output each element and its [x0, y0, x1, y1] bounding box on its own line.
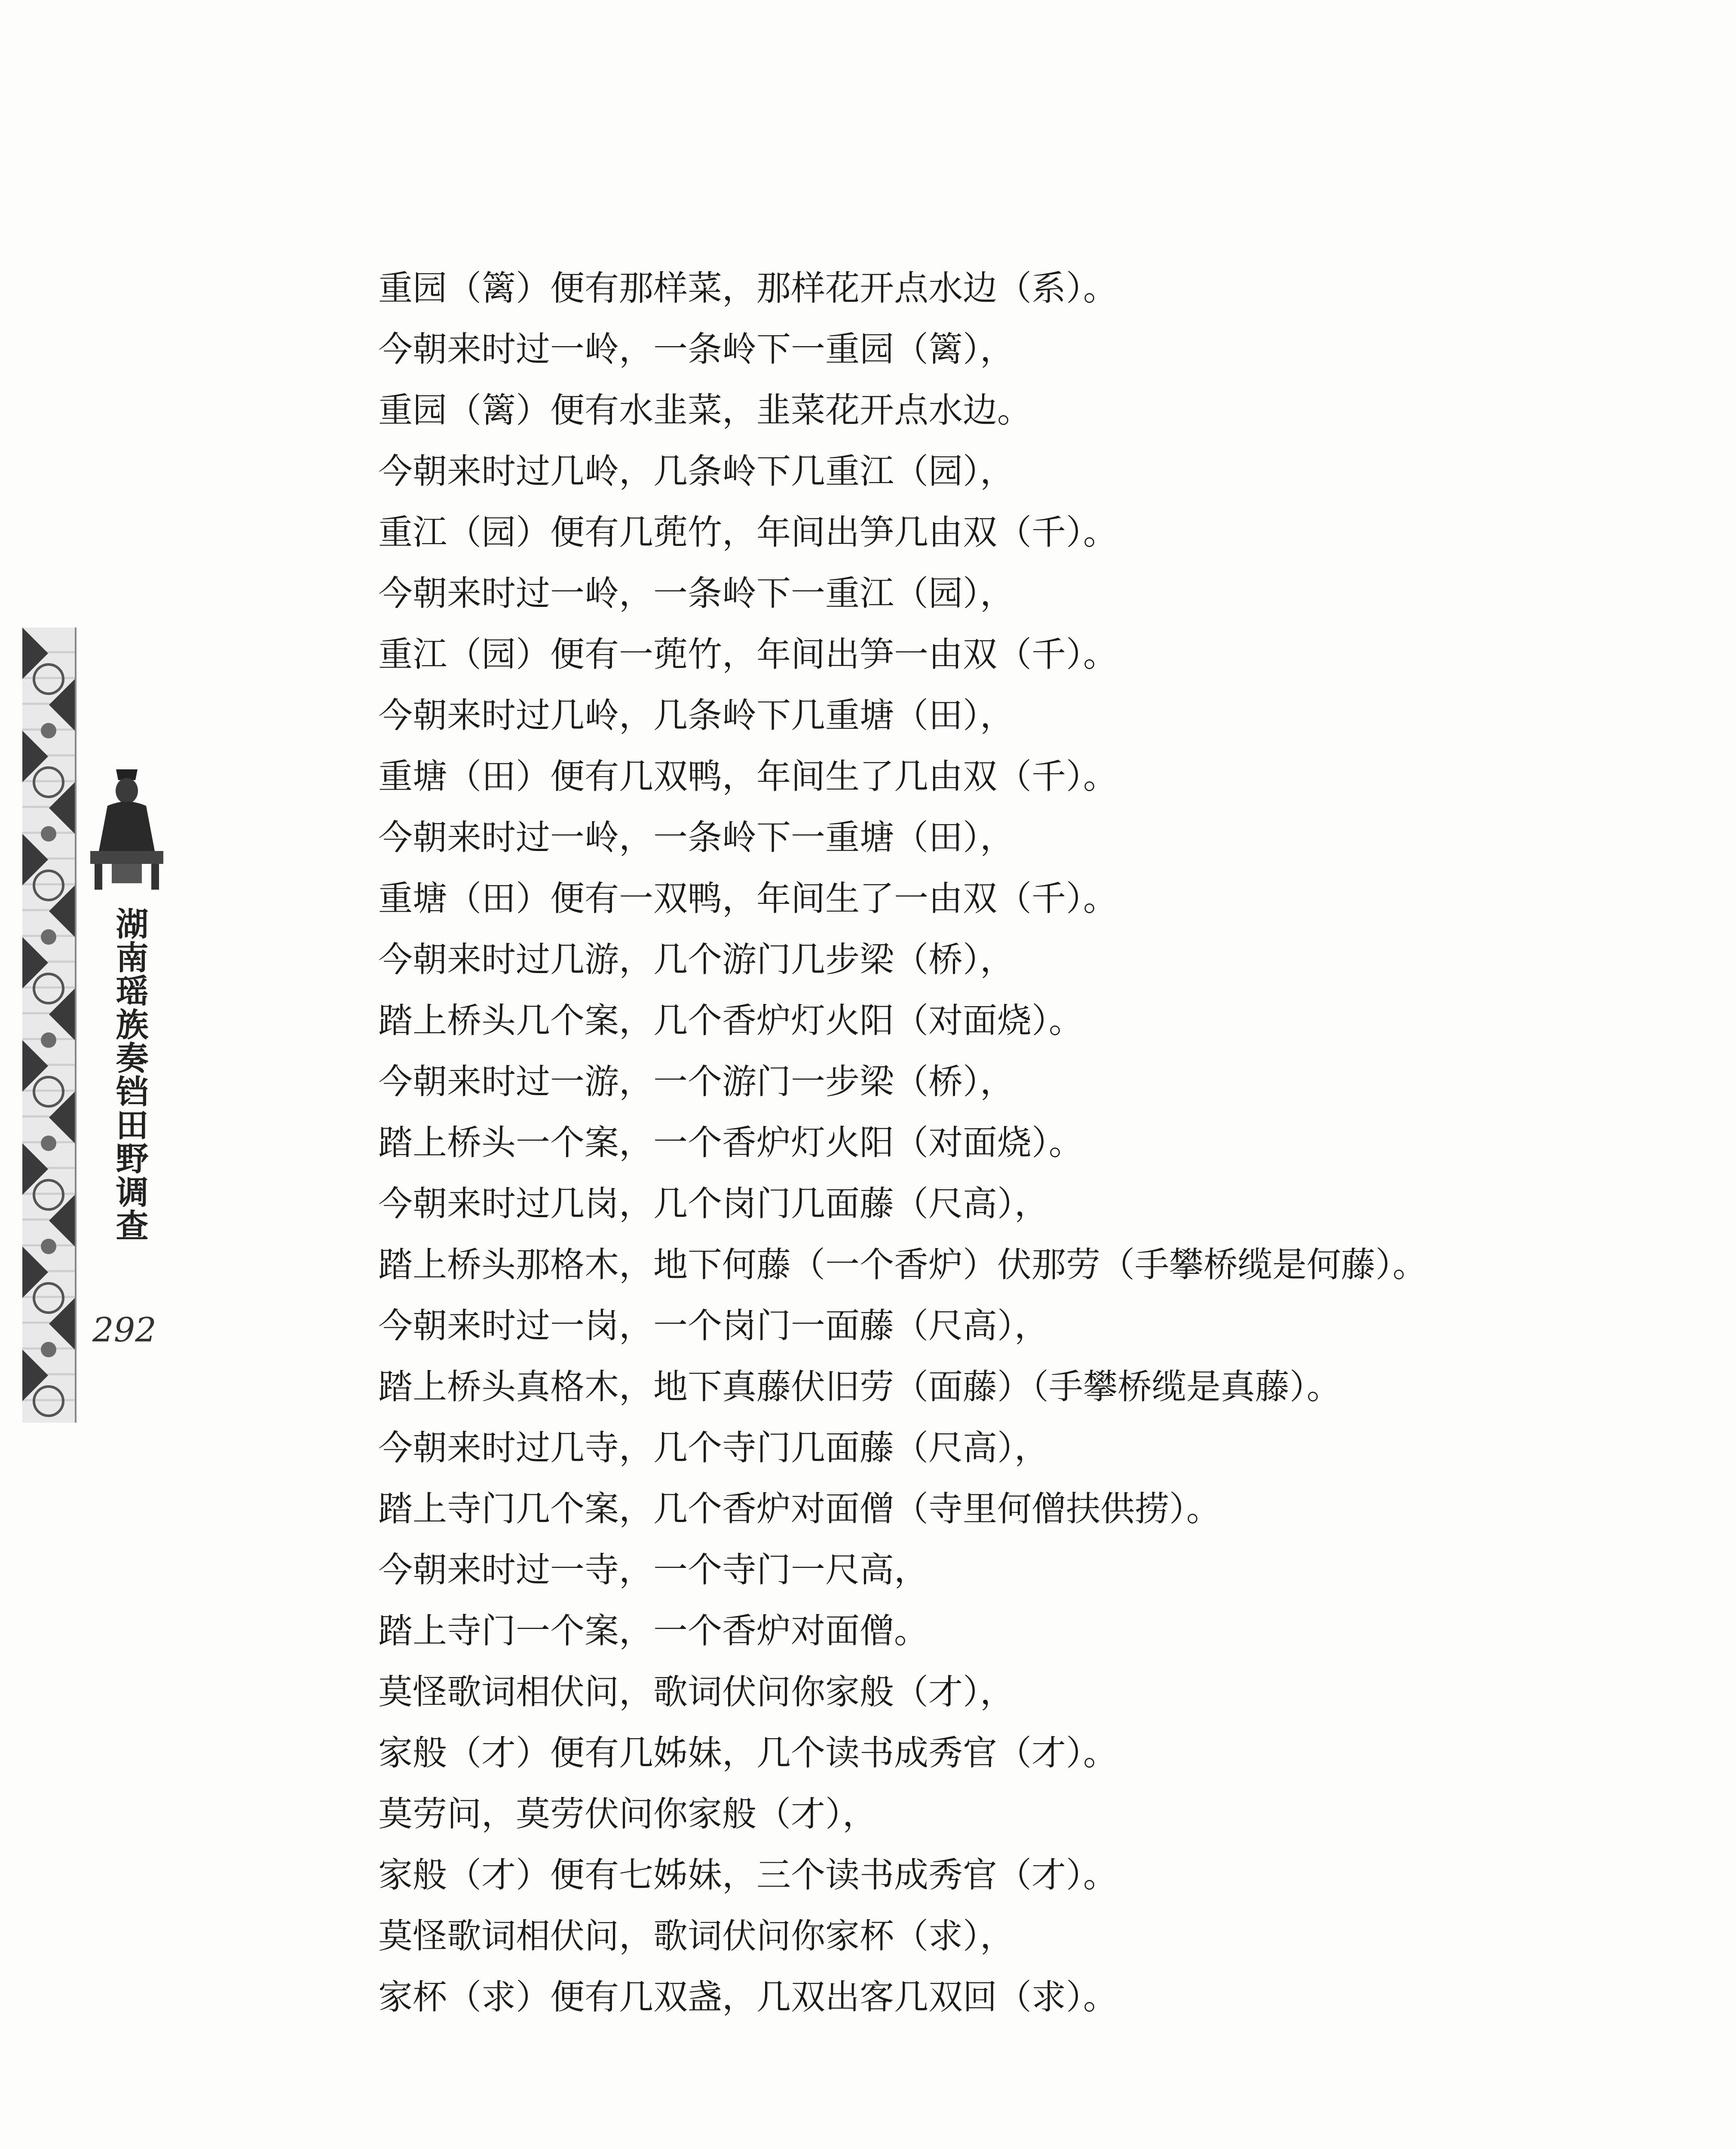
decorative-side-band: [22, 628, 77, 1423]
text-line: 踏上寺门一个案，一个香炉对面僧。: [378, 1611, 928, 1651]
page-number: 292: [92, 1311, 156, 1350]
text-line: 莫怪歌词相伏问，歌词伏问你家般（才），: [378, 1672, 1014, 1712]
text-line: 重江（园）便有一蔸竹，年间出笋一由双（千）。: [378, 634, 1118, 674]
ornament-pattern-icon: [22, 628, 75, 1423]
text-line: 今朝来时过一岗，一个岗门一面藤（尺高），: [378, 1306, 1049, 1346]
text-line: 今朝来时过几岭，几条岭下几重塘（田），: [378, 695, 1014, 735]
text-line: 莫劳问，莫劳伏问你家般（才），: [378, 1794, 877, 1834]
text-line: 踏上桥头真格木，地下真藤伏旧劳（面藤）（手攀桥缆是真藤）。: [378, 1367, 1341, 1407]
text-line: 家般（才）便有几姊妹，几个读书成秀官（才）。: [378, 1733, 1118, 1773]
text-line: 今朝来时过一寺，一个寺门一尺高，: [378, 1550, 928, 1590]
text-line: 踏上寺门几个案，几个香炉对面僧（寺里何僧扶供捞）。: [378, 1489, 1221, 1529]
text-line: 重塘（田）便有几双鸭，年间生了几由双（千）。: [378, 756, 1118, 796]
text-line: 今朝来时过一岭，一条岭下一重塘（田），: [378, 817, 1014, 857]
book-title-vertical: 湖南瑶族奏铛田野调查: [110, 907, 149, 1242]
text-line: 今朝来时过几寺，几个寺门几面藤（尺高），: [378, 1428, 1049, 1468]
text-line: 今朝来时过几岗，几个岗门几面藤（尺高），: [378, 1184, 1049, 1224]
text-line: 家杯（求）便有几双盏，几双出客几双回（求）。: [378, 1977, 1118, 2017]
text-line: 今朝来时过一岭，一条岭下一重园（篱），: [378, 329, 1014, 369]
text-line: 重塘（田）便有一双鸭，年间生了一由双（千）。: [378, 879, 1118, 918]
text-line: 踏上桥头几个案，几个香炉灯火阳（对面烧）。: [378, 1001, 1083, 1041]
text-line: 今朝来时过几岭，几条岭下几重江（园），: [378, 451, 1014, 491]
text-line: 今朝来时过几游，几个游门几步梁（桥），: [378, 940, 1014, 980]
text-line: 重园（篱）便有水韭菜，韭菜花开点水边。: [378, 390, 1032, 430]
text-line: 踏上桥头一个案，一个香炉灯火阳（对面烧）。: [378, 1123, 1083, 1163]
text-line: 今朝来时过一岭，一条岭下一重江（园），: [378, 573, 1014, 613]
text-line: 今朝来时过一游，一个游门一步梁（桥），: [378, 1062, 1014, 1102]
text-line: 踏上桥头那格木，地下何藤（一个香炉）伏那劳（手攀桥缆是何藤）。: [378, 1245, 1427, 1285]
text-line: 重园（篱）便有那样菜，那样花开点水边（系）。: [378, 268, 1118, 308]
song-text-block: [378, 258, 1668, 2028]
seated-figure-icon: [82, 761, 172, 894]
text-line: 重江（园）便有几蔸竹，年间出笋几由双（千）。: [378, 512, 1118, 552]
text-line: 莫怪歌词相伏问，歌词伏问你家杯（求），: [378, 1916, 1014, 1956]
text-line: 家般（才）便有七姊妹，三个读书成秀官（才）。: [378, 1855, 1118, 1895]
